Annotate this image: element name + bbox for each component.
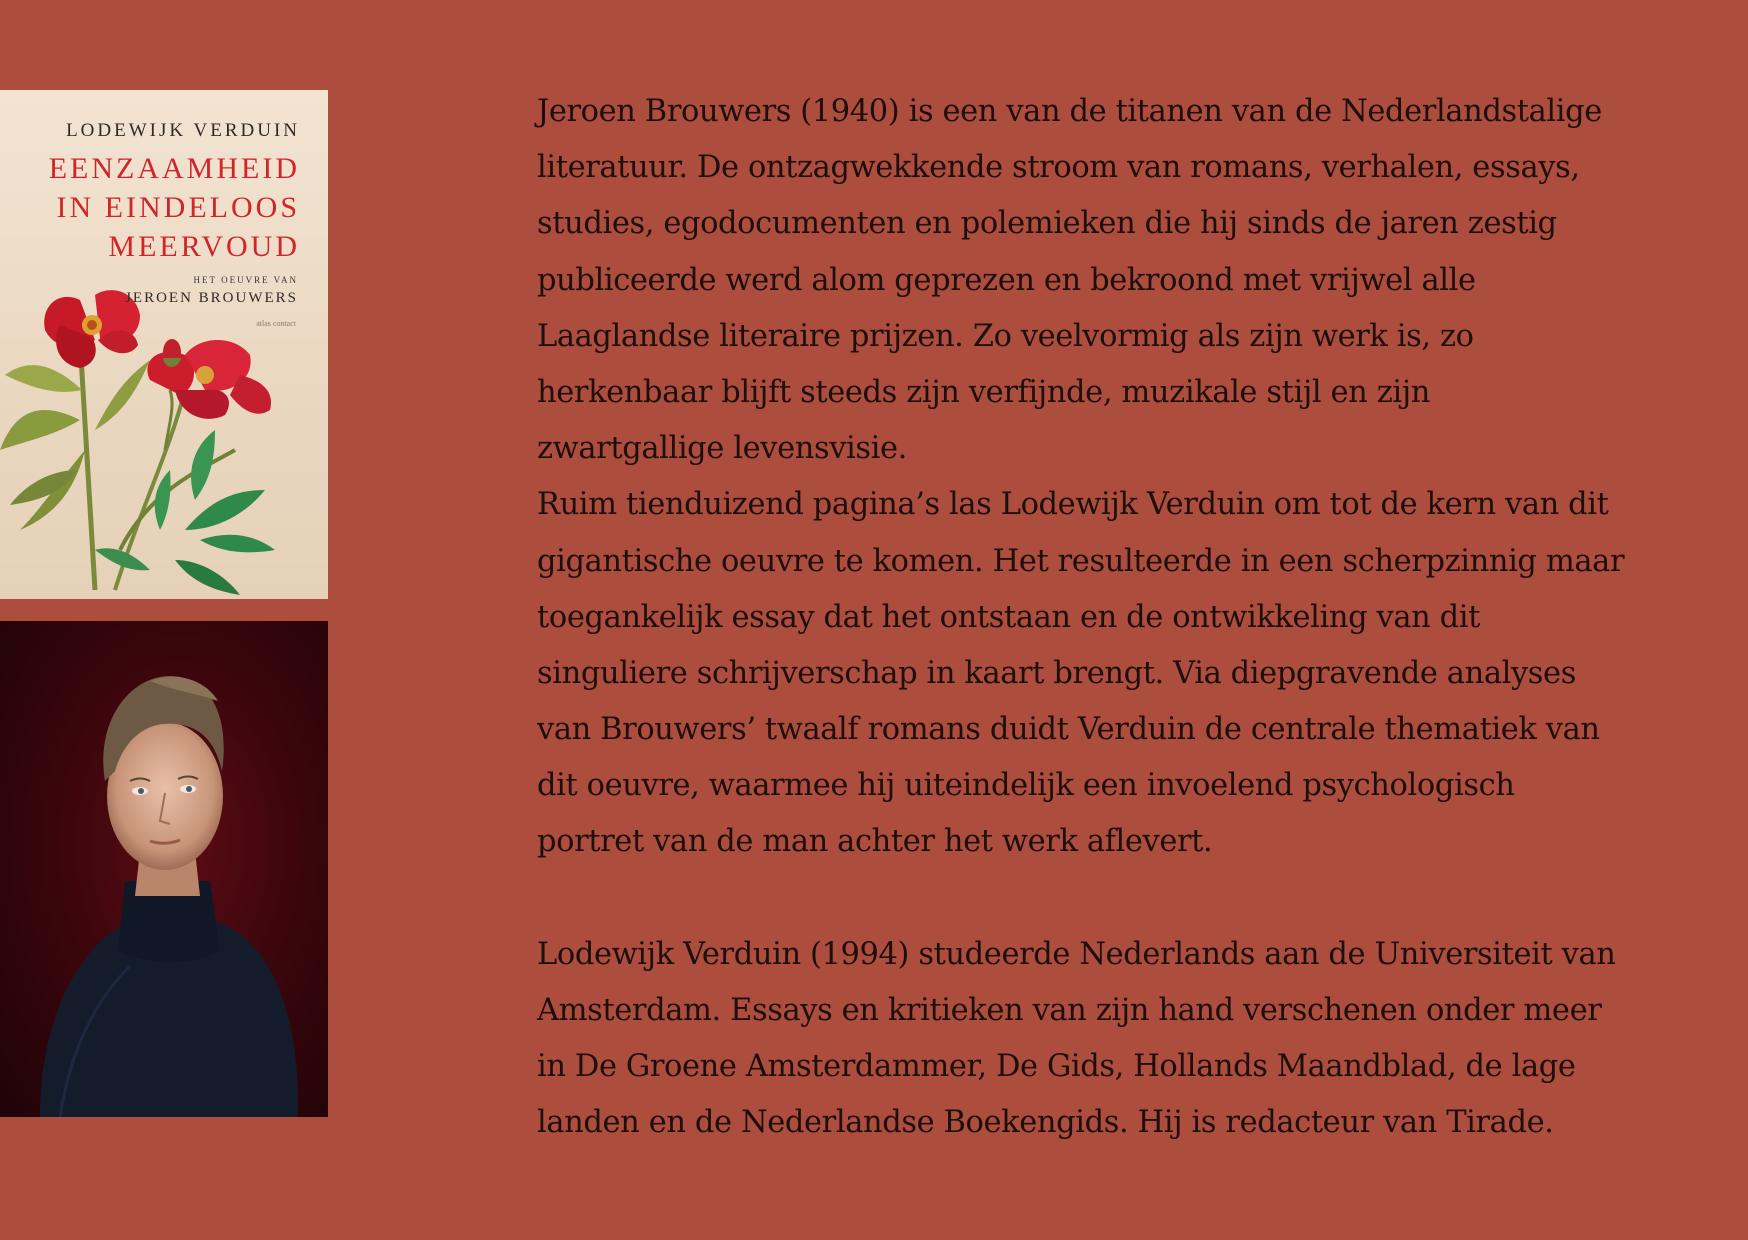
paragraph-author-bio xyxy=(537,927,1747,1152)
text-line: Lodewijk Verduin (1994) studeerde Nederlands aan de Universiteit van xyxy=(537,936,1616,972)
text-line: literatuur. De ontzagwekkende stroom van romans, verhalen, essays, xyxy=(537,150,1580,186)
paragraph-spacer xyxy=(537,871,1747,927)
cover-subject: JEROEN BROUWERS xyxy=(125,290,298,306)
text-line: toegankelijk essay dat het ontstaan en de ontwikkeling van dit xyxy=(537,599,1480,635)
cover-title-line-2: IN EINDELOOS xyxy=(56,191,300,224)
paragraph-intro xyxy=(537,84,1747,477)
text-line: van Brouwers’ twaalf romans duidt Verduin de centrale thematiek van xyxy=(537,712,1600,748)
text-line: landen en de Nederlandse Boekengids. Hij is redacteur van Tirade. xyxy=(537,1105,1554,1141)
text-line: zwartgallige levensvisie. xyxy=(537,431,907,467)
paragraph-essay xyxy=(537,477,1747,870)
book-cover xyxy=(0,90,328,599)
body-text xyxy=(537,84,1747,1152)
text-line: singuliere schrijverschap in kaart brengt. Via diepgravende analyses xyxy=(537,655,1576,691)
text-line: studies, egodocumenten en polemieken die hij sinds de jaren zestig xyxy=(537,206,1557,242)
text-line: portret van de man achter het werk aflevert. xyxy=(537,824,1213,860)
author-portrait-photo xyxy=(0,621,328,1117)
text-line: in De Groene Amsterdammer, De Gids, Hollands Maandblad, de lage xyxy=(537,1049,1576,1085)
text-line: Amsterdam. Essays en kritieken van zijn hand verschenen onder meer xyxy=(537,993,1602,1028)
cover-author: LODEWIJK VERDUIN xyxy=(66,120,300,141)
cover-title-line-1: EENZAAMHEID xyxy=(48,152,300,185)
author-portrait xyxy=(0,621,328,1117)
text-line: dit oeuvre, waarmee hij uiteindelijk een invoelend psychologisch xyxy=(537,768,1515,804)
text-line: herkenbaar blijft steeds zijn verfijnde, muzikale stijl en zijn xyxy=(537,374,1431,410)
text-line: Jeroen Brouwers (1940) is een van de titanen van de Nederlandstalige xyxy=(537,94,1602,129)
text-line: gigantische oeuvre te komen. Het resulteerde in een scherpzinnig maar xyxy=(537,543,1625,579)
cover-subtitle: HET OEUVRE VAN xyxy=(193,275,298,285)
text-line: publiceerde werd alom geprezen en bekroond met vrijwel alle xyxy=(537,262,1476,298)
cover-publisher: atlas contact xyxy=(256,319,296,328)
cover-title-line-3: MEERVOUD xyxy=(108,230,300,263)
text-line: Ruim tienduizend pagina’s las Lodewijk Verduin om tot de kern van dit xyxy=(537,487,1609,523)
text-line: Laaglandse literaire prijzen. Zo veelvormig als zijn werk is, zo xyxy=(537,318,1474,354)
